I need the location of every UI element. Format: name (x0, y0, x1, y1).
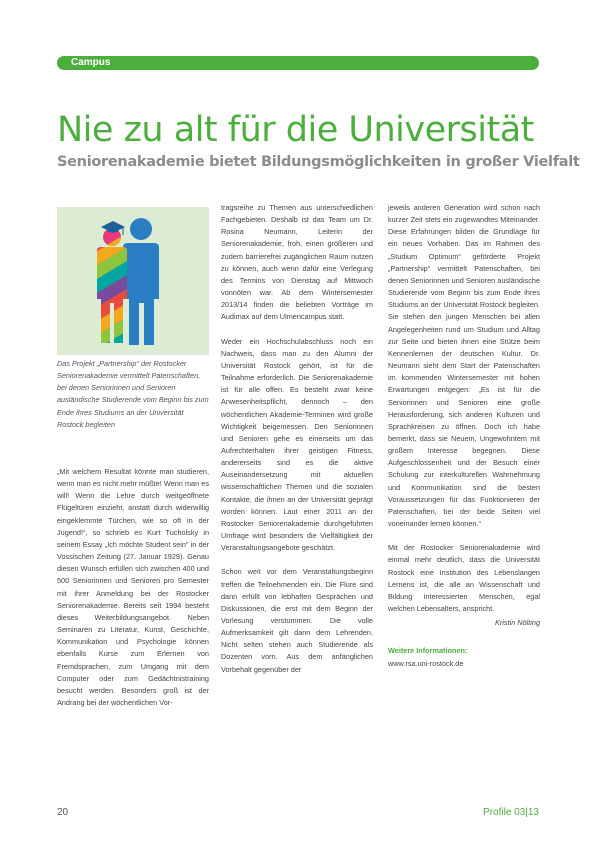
article-subtitle: Seniorenakademie bietet Bildungsmöglichkeiten in großer Vielfalt (57, 154, 580, 170)
article-paragraph: „Mit welchem Resultat könnte man studieren, wenn man es nicht mehr müßte! Wenn man es will! Wenn die Lehre durch weitgeöffnete Flügeltüren einzieht, anstatt durch widerwillig eingeklemmte Türchen, wie so oft in der Jugend!“, so schrieb es Kurt Tucholsky in seinem Essay „Ich möchte Student sein“ in der Vossischen Zeitung (27. Januar 1929). Genau diesen Wunsch erfüllen sich zwischen 400 und 500 Seniorinnen und Senioren pro Semester mit ihrer Anmeldung bei der Rostocker Seniorenakademie. Bereits seit 1994 besteht dieses Weiterbildungsangebot. Neben Seminaren zu Literatur, Kunst, Geschichte, Kommunikation und Psychologie können ebenfalls Kurse zum Erlernen von Fremdsprachen, zum Umgang mit dem Computer oder zum Gedächtnistraining besucht werden. Besonders groß ist der Andrang bei der wöchentlichen Vor- (57, 467, 209, 707)
article-title: Nie zu alt für die Universität (57, 110, 534, 150)
author-name: Kristin Nölting (494, 618, 540, 628)
article-paragraph: Weder ein Hochschulabschluss noch ein Nachweis, dass man zu den Alumni der Universität Rostock gehört, ist für die Teilnahme erforderlich. Die Seniorenakademie ist für alle offen. Es besteht zwar keine Anwesenheitspflicht, dennoch – den wöchentlichen Akademie-Terminen wird große Wichtigkeit beigemessen. Den Seniorinnen und Senioren gehe es einerseits um das Aufrechterhalten ihrer geistigen Fitness, andererseits sind es die aktive Auseinandersetzung mit aktuellen wissenschaftlichen Themen und die sozialen Kontakte, die ihnen an der Universität geprägt worden können. Laut einer 2011 an der Rostocker Seniorenakademie durchgeführten Umfrage wird besonders die Vielfältigkeit der Veranstaltungsangebote geschätzt. (221, 336, 373, 553)
article-paragraph: jeweils anderen Generation wird schon nach kurzer Zeit stets ein zugewandtes Miteinander. Diese Erfahrungen bilden die Grundlage für ein neues Vorhaben. Das im Rahmen des „Studium Optimum“ geförderte Projekt „Partnership“ vermittelt Patenschaften, bei denen Seniorinnen und Senioren ausländische Studierende vom Beginn bis zum Ende ihres Studiums an der Universität Rostock begleiten. Sie stehen den jungen Menschen bei allen Angelegenheiten rund um Studium und Alltag zur Seite und bieten ihnen eine Stütze beim Kennenlernen der deutschen Kultur. Dr. Neumann sieht dem Start der Patenschaften im kommenden Wintersemester mit hohen Erwartungen entgegen: „Es ist für die Seniorinnen und Senioren eine große Herausforderung, sich anderen Kulturen und Sprachkreisen zu öffnen. Doch ich habe bemerkt, dass sie Neuem, Ungewohntem mit großem Interesse begegnen. Diese Aufgeschlossenheit und der Besuch einer Schulung zur interkulturellen Wahrnehmung und Kommunikation sind die besten Voraussetzungen für das Funktionieren der Patenschaften, bei der beide Seiten viel voneinander lernen können.“ (388, 203, 540, 529)
more-info-heading: Weitere Informationen: (388, 646, 468, 656)
article-column-1 (57, 466, 209, 721)
section-bar (57, 56, 539, 70)
more-info-link[interactable]: www.rsa.uni-rostock.de (388, 658, 464, 668)
article-figure (57, 207, 209, 355)
article-paragraph: Schon weit vor dem Veranstaltungsbeginn treffen die Teilnehmenden ein. Die Flure sind dann erfüllt von lebhaften Gesprächen und Diskussionen, die erst mit dem Beginn der Vorlesung verstummen. Die volle Aufmerksamkeit gilt dann dem Lehrenden. Nicht selten stehen auch Studierende als Dozenten vorn. Aus dem anfänglichen Vorbehalt gegenüber der (221, 567, 373, 674)
article-column-3 (388, 202, 540, 670)
article-paragraph: Mit der Rostocker Seniorenakademie wird einmal mehr deutlich, dass die Universität Rostock eine Institution des Lebenslangen Lernens ist, die alle an Wissenschaft und Bildung interessierten Menschen, egal welchen Lebensalters, anspricht. (388, 543, 540, 613)
section-label: Campus (71, 57, 111, 68)
article-paragraph: tragsreihe zu Themen aus unterschiedlichen Fachgebieten. Deshalb ist das Team um Dr. Rosina Neumann, Leiterin der Seniorenakademie, froh, einen größeren und zudem barrierefrei zugänglichen Raum nutzen zu können, auch wenn dafür eine Verlegung des Termins von Dienstag auf Mittwoch vonnöten war. Ab dem Wintersemester 2013/14 finden die beliebten Vorträge im Audimax auf dem Ulmencampus statt. (221, 203, 373, 322)
article-column-2 (221, 202, 373, 688)
issue-label: Profile 03|13 (483, 807, 539, 818)
page-number: 20 (57, 807, 69, 818)
figure-caption: Das Projekt „Partnership“ der Rostocker Seniorenakademie vermittelt Patenschaften, bei denen Seniorinnen und Senioren ausländische Studierende vom Beginn bis zum Ende ihres Studiums an der Universität Rostock begleiten (57, 359, 209, 429)
graduates-silhouette-icon (57, 207, 209, 355)
